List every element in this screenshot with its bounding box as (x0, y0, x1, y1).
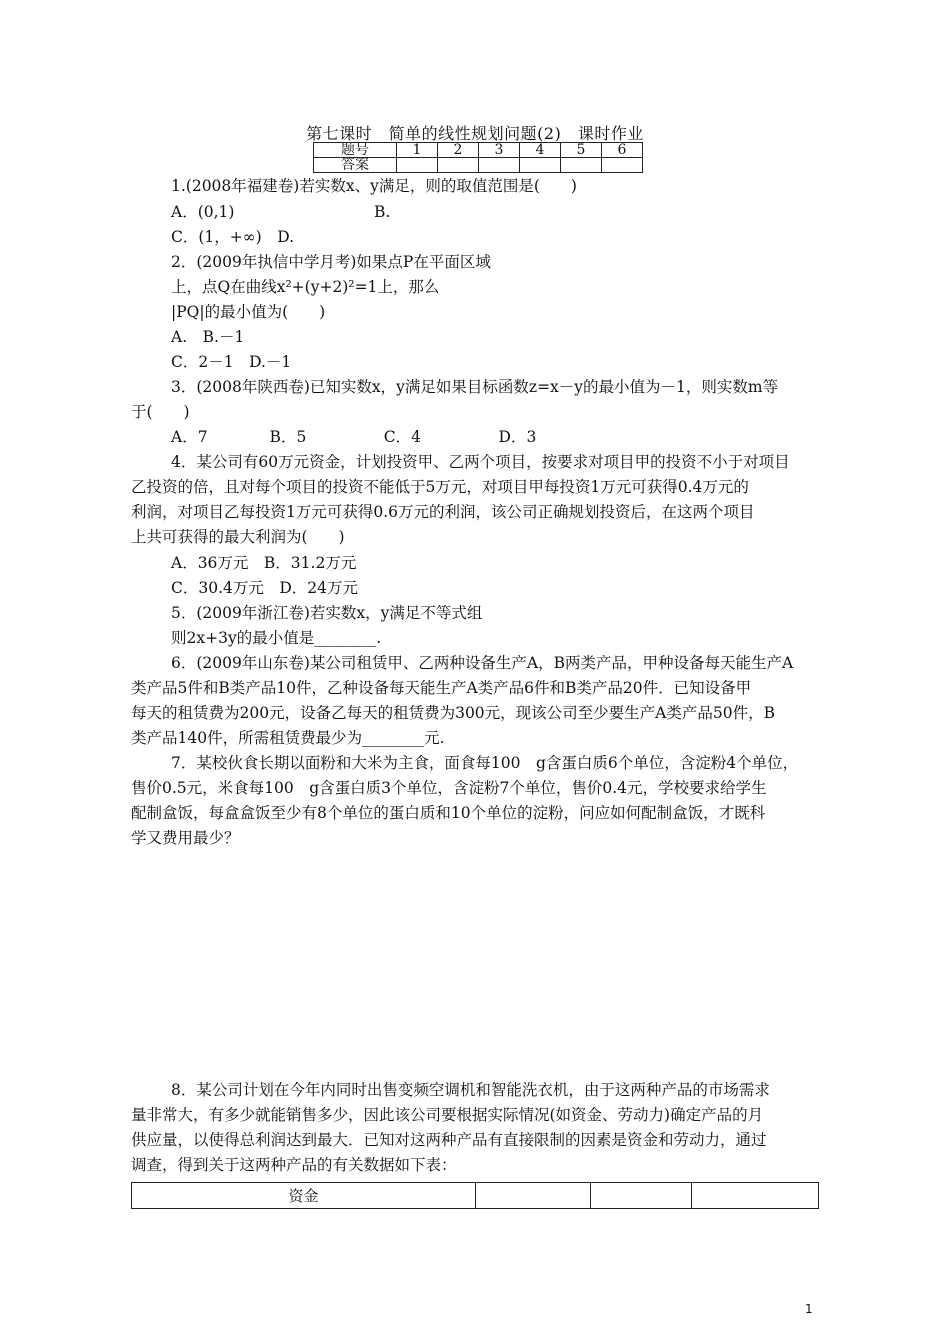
q3-stem: 3．(2008年陕西卷)已知实数x，y满足如果目标函数z=x－y的最小值为－1，则实数m等 (171, 378, 779, 396)
answer-table-number: 3 (479, 143, 520, 158)
q8-stem: 8．某公司计划在今年内同时出售变频空调机和智能洗衣机，由于这两种产品的市场需求 (171, 1081, 770, 1099)
q8-stem-line4: 调查，得到关于这两种产品的有关数据如下表： (131, 1156, 457, 1174)
answer-table-row-numbers (314, 143, 643, 158)
q2-stem: 2．(2009年执信中学月考)如果点P在平面区域 (171, 253, 491, 271)
q5-stem: 5．(2009年浙江卷)若实数x，y满足不等式组 (171, 604, 483, 622)
page-title: 第七课时 简单的线性规划问题(2) 课时作业 (306, 124, 644, 143)
q1-options-ab: A．(0,1) B. (171, 203, 391, 221)
answer-table-header: 题号 (314, 143, 397, 158)
q6-stem-line3: 每天的租赁费为200元，设备乙每天的租赁费为300元，现该公司至少要生产A类产品50件，B (131, 704, 775, 722)
data-table-cell (476, 1183, 591, 1209)
q6-stem-line2: 类产品5件和B类产品10件，乙种设备每天能生产A类产品6件和B类产品20件．已知设备甲 (131, 679, 752, 697)
q7-stem: 7．某校伙食长期以面粉和大米为主食，面食每100 g含蛋白质6个单位，含淀粉4个单位， (171, 754, 799, 772)
q3-options: A．7 B．5 C．4 D．3 (171, 428, 537, 446)
page-number: 1 (805, 1302, 813, 1316)
q7-stem-line4: 学又费用最少？ (131, 829, 240, 847)
q3-stem-line2: 于( ) (131, 403, 190, 421)
q8-stem-line3: 供应量，以使得总利润达到最大．已知对这两种产品有直接限制的因素是资金和劳动力，通过 (131, 1131, 767, 1149)
q7-stem-line2: 售价0.5元，米食每100 g含蛋白质3个单位，含淀粉7个单位，售价0.4元，学校要求给学生 (131, 779, 767, 797)
q5-stem-line2: 则2x+3y的最小值是________. (171, 629, 382, 647)
q1-options-cd: C．(1，+∞) D. (171, 228, 295, 246)
answer-table-number: 5 (561, 143, 602, 158)
answer-table (313, 142, 643, 173)
q4-stem-line2: 乙投资的倍，且对每个项目的投资不能低于5万元，对项目甲每投资1万元可获得0.4万元的 (131, 478, 749, 496)
data-table-cell (591, 1183, 692, 1209)
q4-stem: 4．某公司有60万元资金，计划投资甲、乙两个项目，按要求对项目甲的投资不小于对项目 (171, 453, 790, 471)
answer-table-answer-label: 答案 (314, 158, 397, 173)
q2-stem-line2: 上，点Q在曲线x²+(y+2)²=1上，那么 (171, 278, 440, 296)
answer-cell (602, 158, 643, 173)
answer-cell (479, 158, 520, 173)
data-table-cell (692, 1183, 819, 1209)
answer-cell (520, 158, 561, 173)
q6-stem: 6．(2009年山东卷)某公司租赁甲、乙两种设备生产A，B两类产品，甲种设备每天能生产A (171, 654, 794, 672)
q4-options-cd: C．30.4万元 D．24万元 (171, 579, 359, 597)
q7-stem-line3: 配制盒饭，每盒盒饭至少有8个单位的蛋白质和10个单位的淀粉，问应如何配制盒饭，才既科 (131, 804, 766, 822)
q6-stem-line4: 类产品140件，所需租赁费最少为________元. (131, 729, 445, 747)
data-table-cell-capital: 资金 (132, 1183, 476, 1209)
q8-data-table (131, 1182, 819, 1209)
q1-stem: 1.(2008年福建卷)若实数x、y满足，则的取值范围是( ) (171, 177, 577, 195)
q4-options-ab: A．36万元 B．31.2万元 (171, 554, 357, 572)
table-row (132, 1183, 819, 1209)
answer-cell (438, 158, 479, 173)
answer-cell (397, 158, 438, 173)
q8-stem-line2: 量非常大，有多少就能销售多少，因此该公司要根据实际情况(如资金、劳动力)确定产品的月 (131, 1106, 764, 1124)
q2-options-ab: A. B.－1 (171, 328, 245, 346)
answer-table-number: 1 (397, 143, 438, 158)
answer-cell (561, 158, 602, 173)
q2-stem-line3: |PQ|的最小值为( ) (171, 303, 326, 321)
q4-stem-line3: 利润，对项目乙每投资1万元可获得0.6万元的利润，该公司正确规划投资后，在这两个项目 (131, 503, 755, 521)
answer-table-row-answers (314, 158, 643, 173)
answer-table-number: 2 (438, 143, 479, 158)
q2-options-cd: C．2－1 D.－1 (171, 353, 292, 371)
answer-table-number: 4 (520, 143, 561, 158)
q4-stem-line4: 上共可获得的最大利润为( ) (131, 528, 345, 546)
answer-table-number: 6 (602, 143, 643, 158)
